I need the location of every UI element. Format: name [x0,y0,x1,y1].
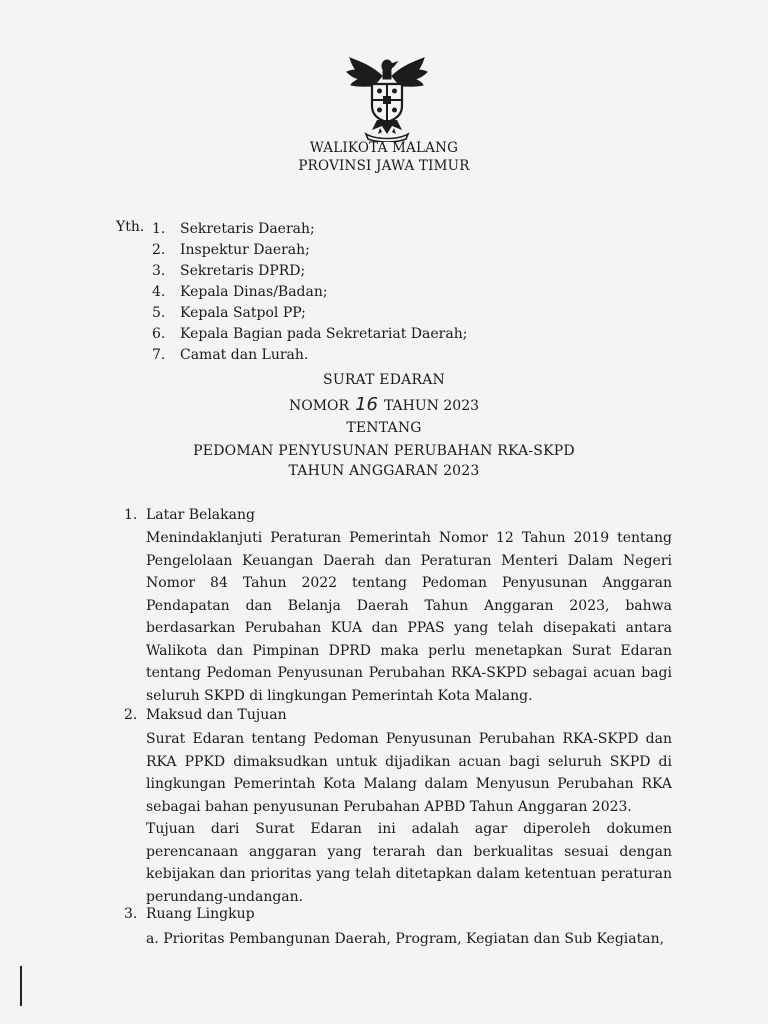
header-institution: WALIKOTA MALANG [309,140,459,156]
nomor-handwritten: 16 [355,394,378,415]
list-item: 2. Inspektur Daerah; [152,242,310,258]
document-number [0,394,768,415]
list-item: 4. Kepala Dinas/Badan; [152,284,328,300]
document-subject: PEDOMAN PENYUSUNAN PERUBAHAN RKA-SKPD [193,443,575,459]
list-item: 7. Camat dan Lurah. [152,347,309,363]
addressee-label: Yth. [116,219,145,235]
section-1-body: Menindaklanjuti Peraturan Pemerintah Nomor 12 Tahun 2019 tentang Pengelolaan Keuangan Daerah dan Peraturan Menteri Dalam Negeri Nomor 84 Tahun 2022 tentang Pedoman Penyusunan Anggaran Pendapatan dan Belanja Daerah Tahun Anggaran 2023, bahwa berdasarkan Perubahan KUA dan PPAS yang telah disepakati antara Walikota dan Pimpinan DPRD maka perlu menetapkan Surat Edaran tentang Pedoman Penyusunan Perubahan RKA-SKPD sebagai acuan bagi seluruh SKPD di lingkungan Pemerintah Kota Malang. [146,530,672,704]
section-3-heading: 3. Ruang Lingkup [124,906,255,922]
section-2-body-1: Surat Edaran tentang Pedoman Penyusunan Perubahan RKA-SKPD dan RKA PPKD dimaksudkan untuk dijadikan acuan bagi seluruh SKPD di lingkungan Pemerintah Kota Malang dalam Menyusun Perubahan RKA sebagai bahan penyusunan Perubahan APBD Tahun Anggaran 2023. [146,731,672,815]
section-2-heading: 2. Maksud dan Tujuan [124,707,287,723]
nomor-prefix: NOMOR [288,398,350,414]
document-about-label: TENTANG [346,420,422,436]
document-fiscal-year: TAHUN ANGGARAN 2023 [288,463,480,479]
addressee-list [152,219,467,366]
list-item: 3. Sekretaris DPRD; [152,263,306,279]
header-province: PROVINSI JAWA TIMUR [298,158,470,174]
nomor-suffix: TAHUN 2023 [383,398,480,414]
scan-margin-mark [20,966,22,1006]
list-item: 5. Kepala Satpol PP; [152,305,306,321]
list-item: 1. Sekretaris Daerah; [152,221,315,237]
document-type: SURAT EDARAN [323,372,445,388]
section-1-heading: 1. Latar Belakang [124,507,255,523]
section-2-body-2: Tujuan dari Surat Edaran ini adalah agar diperoleh dokumen perencanaan anggaran yang terarah dan berkualitas sesuai dengan kebijakan dan prioritas yang telah ditetapkan dalam ketentuan peraturan perundang-undangan. [146,821,672,905]
section-3-item-a: a. Prioritas Pembangunan Daerah, Program, Kegiatan dan Sub Kegiatan, [146,931,665,947]
garuda-emblem-icon [342,56,432,142]
list-item: 6. Kepala Bagian pada Sekretariat Daerah; [152,326,468,342]
